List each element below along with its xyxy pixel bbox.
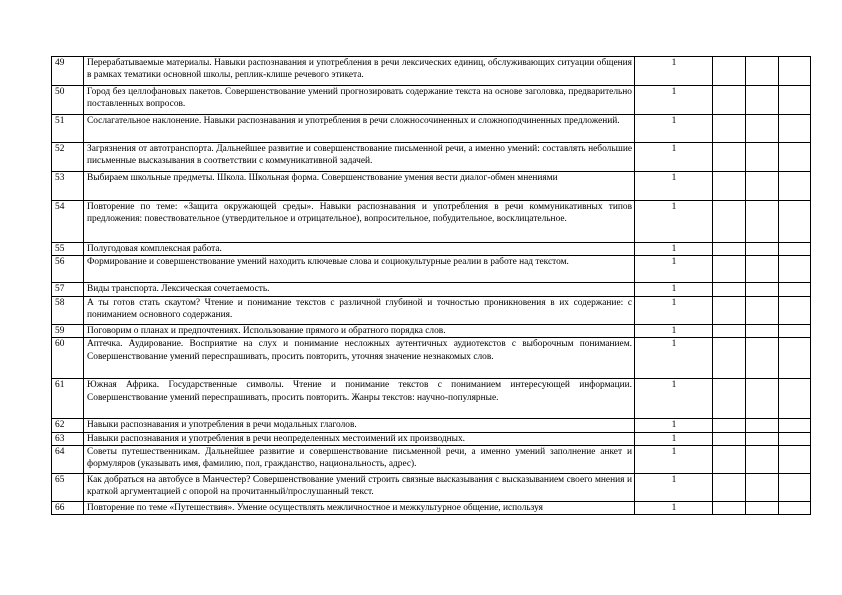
lesson-number: 62 [52, 419, 84, 432]
lesson-plan-table [51, 56, 811, 515]
table-row [52, 243, 811, 256]
lesson-hours: 1 [635, 379, 713, 419]
lesson-hours: 1 [635, 115, 713, 143]
planned-date-cell [713, 474, 746, 502]
lesson-number: 56 [52, 256, 84, 283]
lesson-number: 50 [52, 86, 84, 115]
table-row [52, 446, 811, 474]
planned-date-cell [713, 57, 746, 86]
table-row [52, 115, 811, 143]
notes-cell [779, 379, 811, 419]
lesson-number: 59 [52, 324, 84, 337]
lesson-topic: Город без целлофановых пакетов. Совершенствование умений прогнозировать содержание текста на основе заголовка, предварительно поставленных вопросов. [84, 86, 635, 115]
table-row [52, 296, 811, 324]
lesson-topic: Навыки распознавания и употребления в речи неопределенных местоимений их производных. [84, 432, 635, 445]
lesson-number: 51 [52, 115, 84, 143]
lesson-number: 66 [52, 502, 84, 515]
notes-cell [779, 86, 811, 115]
planned-date-cell [713, 172, 746, 201]
planned-date-cell [713, 86, 746, 115]
lesson-topic: Южная Африка. Государственные символы. Чтение и понимание текстов с пониманием интересующей информации. Совершенствование умений переспрашивать, просить повторить. Жанры текстов: научно-популярные. [84, 379, 635, 419]
lesson-topic: Загрязнения от автотранспорта. Дальнейшее развитие и совершенствование письменной речи, а именно умений: составлять небольшие письменные высказывания в соответствии с коммуникативной задачей. [84, 143, 635, 172]
actual-date-cell [746, 143, 779, 172]
notes-cell [779, 474, 811, 502]
notes-cell [779, 115, 811, 143]
lesson-number: 49 [52, 57, 84, 86]
notes-cell [779, 57, 811, 86]
lesson-hours: 1 [635, 243, 713, 256]
table-row [52, 379, 811, 419]
notes-cell [779, 143, 811, 172]
lesson-topic: Полугодовая комплексная работа. [84, 243, 635, 256]
lesson-hours: 1 [635, 256, 713, 283]
notes-cell [779, 201, 811, 243]
lesson-hours: 1 [635, 502, 713, 515]
table-row [52, 256, 811, 283]
lesson-topic: Формирование и совершенствование умений находить ключевые слова и социокультурные реалии в работе над текстом. [84, 256, 635, 283]
lesson-number: 64 [52, 446, 84, 474]
notes-cell [779, 338, 811, 379]
table-row [52, 432, 811, 445]
lesson-number: 65 [52, 474, 84, 502]
lesson-plan-table-container [51, 56, 811, 515]
planned-date-cell [713, 283, 746, 296]
table-row [52, 172, 811, 201]
actual-date-cell [746, 172, 779, 201]
lesson-number: 55 [52, 243, 84, 256]
actual-date-cell [746, 324, 779, 337]
lesson-topic: Сослагательное наклонение. Навыки распознавания и употребления в речи сложносочиненных и сложноподчиненных предложений. [84, 115, 635, 143]
lesson-number: 63 [52, 432, 84, 445]
actual-date-cell [746, 338, 779, 379]
actual-date-cell [746, 256, 779, 283]
actual-date-cell [746, 446, 779, 474]
lesson-hours: 1 [635, 57, 713, 86]
planned-date-cell [713, 379, 746, 419]
actual-date-cell [746, 502, 779, 515]
lesson-topic: Аптечка. Аудирование. Восприятие на слух и понимание несложных аутентичных аудиотекстов с выборочным пониманием. Совершенствование умений переспрашивать, просить повторить, уточняя значение незнакомых слов. [84, 338, 635, 379]
notes-cell [779, 243, 811, 256]
lesson-hours: 1 [635, 474, 713, 502]
lesson-topic: Повторение по теме: «Защита окружающей среды». Навыки распознавания и употребления в речи коммуникативных типов предложения: повествовательное (утвердительное и отрицательное), вопросительное, побудительное, восклицательное. [84, 201, 635, 243]
table-row [52, 283, 811, 296]
notes-cell [779, 432, 811, 445]
planned-date-cell [713, 324, 746, 337]
table-row [52, 324, 811, 337]
table-row [52, 143, 811, 172]
table-row [52, 201, 811, 243]
lesson-topic: Как добраться на автобусе в Манчестер? Совершенствование умений строить связные высказывания с высказыванием своего мнения и краткой аргументацией с опорой на прочитанный/прослушанный текст. [84, 474, 635, 502]
lesson-number: 57 [52, 283, 84, 296]
notes-cell [779, 296, 811, 324]
actual-date-cell [746, 419, 779, 432]
planned-date-cell [713, 338, 746, 379]
actual-date-cell [746, 57, 779, 86]
planned-date-cell [713, 296, 746, 324]
lesson-topic: Перерабатываемые материалы. Навыки распознавания и употребления в речи лексических единиц, обслуживающих ситуации общения в рамках тематики основной школы, реплик-клише речевого этикета. [84, 57, 635, 86]
planned-date-cell [713, 432, 746, 445]
actual-date-cell [746, 243, 779, 256]
lesson-topic: А ты готов стать скаутом? Чтение и понимание текстов с различной глубиной и точностью проникновения в их содержание: с пониманием основного содержания. [84, 296, 635, 324]
planned-date-cell [713, 446, 746, 474]
lesson-topic: Выбираем школьные предметы. Школа. Школьная форма. Совершенствование умения вести диалог-обмен мнениями [84, 172, 635, 201]
lesson-hours: 1 [635, 86, 713, 115]
actual-date-cell [746, 201, 779, 243]
actual-date-cell [746, 296, 779, 324]
lesson-number: 52 [52, 143, 84, 172]
lesson-topic: Поговорим о планах и предпочтениях. Использование прямого и обратного порядка слов. [84, 324, 635, 337]
table-row [52, 474, 811, 502]
lesson-number: 53 [52, 172, 84, 201]
notes-cell [779, 283, 811, 296]
lesson-number: 60 [52, 338, 84, 379]
planned-date-cell [713, 243, 746, 256]
notes-cell [779, 256, 811, 283]
actual-date-cell [746, 86, 779, 115]
planned-date-cell [713, 143, 746, 172]
table-body [52, 57, 811, 515]
actual-date-cell [746, 283, 779, 296]
lesson-hours: 1 [635, 432, 713, 445]
planned-date-cell [713, 115, 746, 143]
lesson-hours: 1 [635, 446, 713, 474]
notes-cell [779, 446, 811, 474]
lesson-hours: 1 [635, 419, 713, 432]
notes-cell [779, 324, 811, 337]
notes-cell [779, 502, 811, 515]
lesson-hours: 1 [635, 143, 713, 172]
lesson-hours: 1 [635, 283, 713, 296]
lesson-number: 54 [52, 201, 84, 243]
lesson-hours: 1 [635, 172, 713, 201]
table-row [52, 338, 811, 379]
planned-date-cell [713, 201, 746, 243]
actual-date-cell [746, 474, 779, 502]
table-row [52, 502, 811, 515]
planned-date-cell [713, 419, 746, 432]
actual-date-cell [746, 432, 779, 445]
lesson-number: 61 [52, 379, 84, 419]
lesson-hours: 1 [635, 324, 713, 337]
lesson-topic: Повторение по теме «Путешествия». Умение осуществлять межличностное и межкультурное общение, используя [84, 502, 635, 515]
actual-date-cell [746, 115, 779, 143]
lesson-topic: Советы путешественникам. Дальнейшее развитие и совершенствование письменной речи, а именно умений заполнение анкет и формуляров (указывать имя, фамилию, пол, гражданство, национальность, адрес). [84, 446, 635, 474]
table-row [52, 419, 811, 432]
planned-date-cell [713, 502, 746, 515]
lesson-topic: Навыки распознавания и употребления в речи модальных глаголов. [84, 419, 635, 432]
lesson-hours: 1 [635, 296, 713, 324]
table-row [52, 86, 811, 115]
notes-cell [779, 419, 811, 432]
table-row [52, 57, 811, 86]
lesson-hours: 1 [635, 201, 713, 243]
lesson-number: 58 [52, 296, 84, 324]
planned-date-cell [713, 256, 746, 283]
lesson-hours: 1 [635, 338, 713, 379]
actual-date-cell [746, 379, 779, 419]
notes-cell [779, 172, 811, 201]
lesson-topic: Виды транспорта. Лексическая сочетаемость. [84, 283, 635, 296]
